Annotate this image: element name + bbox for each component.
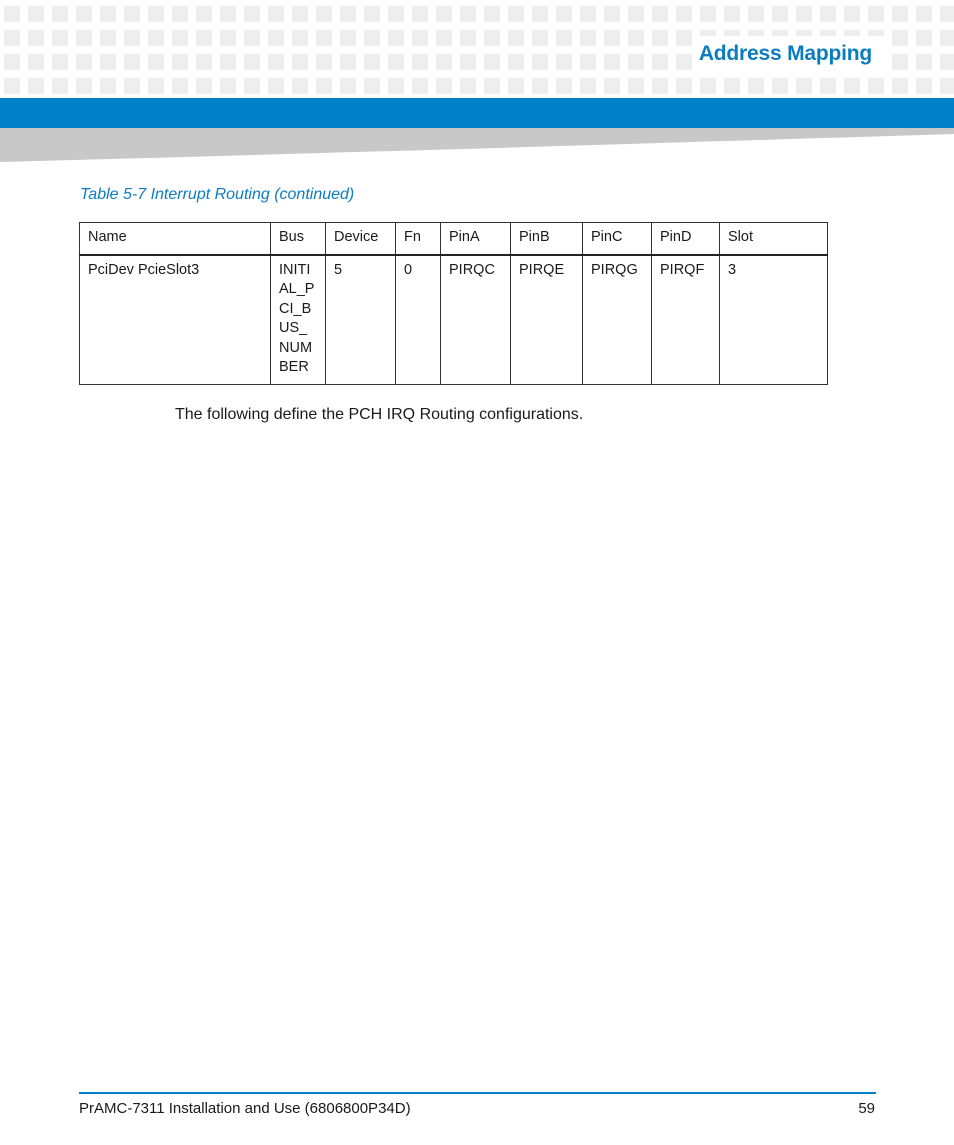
pattern-block: [508, 54, 524, 70]
pattern-block: [148, 6, 164, 22]
pattern-block: [244, 54, 260, 70]
pattern-block: [796, 6, 812, 22]
pattern-block: [316, 6, 332, 22]
pattern-block: [676, 6, 692, 22]
pattern-block: [556, 6, 572, 22]
pattern-block: [940, 30, 954, 46]
pattern-block: [100, 6, 116, 22]
interrupt-routing-table: [79, 222, 828, 385]
pattern-block: [340, 30, 356, 46]
cell-pind: PIRQF: [652, 255, 720, 385]
pattern-block: [388, 78, 404, 94]
table-header-row: [80, 223, 828, 255]
footer-document-title: PrAMC-7311 Installation and Use (6806800P34D): [79, 1100, 411, 1117]
header-blue-bar: [0, 98, 954, 128]
pattern-block: [604, 78, 620, 94]
cell-bus: INITI AL_P CI_B US_ NUM BER: [271, 255, 326, 385]
pattern-block: [892, 30, 908, 46]
pattern-block: [292, 54, 308, 70]
pattern-block: [196, 6, 212, 22]
pattern-block: [796, 78, 812, 94]
pattern-block: [628, 30, 644, 46]
pattern-block: [676, 54, 692, 70]
pattern-block: [892, 78, 908, 94]
pattern-block: [316, 54, 332, 70]
column-header: Bus: [271, 223, 326, 255]
pattern-block: [196, 78, 212, 94]
pattern-block: [460, 54, 476, 70]
pattern-block: [604, 54, 620, 70]
pattern-block: [628, 54, 644, 70]
pattern-block: [940, 78, 954, 94]
pattern-block: [244, 6, 260, 22]
pattern-block: [244, 78, 260, 94]
pattern-block: [532, 78, 548, 94]
page-title: Address Mapping: [698, 42, 872, 65]
pattern-block: [100, 30, 116, 46]
pattern-block: [700, 6, 716, 22]
pattern-block: [340, 6, 356, 22]
pattern-block: [556, 54, 572, 70]
pattern-block: [316, 78, 332, 94]
pattern-block: [724, 6, 740, 22]
pattern-block: [892, 6, 908, 22]
pattern-block: [916, 30, 932, 46]
pattern-block: [364, 78, 380, 94]
pattern-block: [412, 54, 428, 70]
pattern-block: [772, 78, 788, 94]
pattern-block: [484, 78, 500, 94]
pattern-block: [124, 78, 140, 94]
pattern-block: [28, 78, 44, 94]
pattern-block: [412, 78, 428, 94]
pattern-block: [76, 6, 92, 22]
pattern-block: [628, 6, 644, 22]
pattern-block: [292, 30, 308, 46]
pattern-block: [652, 78, 668, 94]
pattern-block: [580, 54, 596, 70]
pattern-block: [700, 78, 716, 94]
pattern-block: [76, 78, 92, 94]
footer-page-number: 59: [858, 1100, 875, 1117]
pattern-block: [4, 30, 20, 46]
pattern-block: [820, 6, 836, 22]
pattern-block: [292, 78, 308, 94]
pattern-block: [532, 6, 548, 22]
pattern-block: [364, 54, 380, 70]
column-header: Slot: [720, 223, 828, 255]
pattern-block: [52, 30, 68, 46]
pattern-block: [52, 6, 68, 22]
pattern-block: [556, 78, 572, 94]
pattern-block: [28, 54, 44, 70]
pattern-block: [388, 6, 404, 22]
column-header: Device: [326, 223, 396, 255]
column-header: PinD: [652, 223, 720, 255]
pattern-block: [844, 6, 860, 22]
pattern-block: [292, 6, 308, 22]
cell-pinb: PIRQE: [511, 255, 583, 385]
pattern-block: [484, 30, 500, 46]
pattern-block: [484, 54, 500, 70]
pattern-block: [868, 6, 884, 22]
pattern-block: [940, 6, 954, 22]
pattern-block: [172, 30, 188, 46]
body-paragraph: The following define the PCH IRQ Routing configurations.: [175, 406, 584, 423]
table-row: [80, 255, 828, 385]
pattern-block: [580, 30, 596, 46]
pattern-block: [436, 6, 452, 22]
pattern-block: [148, 30, 164, 46]
pattern-block: [148, 78, 164, 94]
pattern-block: [172, 78, 188, 94]
pattern-block: [580, 6, 596, 22]
pattern-block: [4, 78, 20, 94]
pattern-block: [724, 78, 740, 94]
pattern-block: [172, 6, 188, 22]
table-caption: Table 5-7 Interrupt Routing (continued): [80, 186, 355, 203]
pattern-block: [580, 78, 596, 94]
pattern-block: [124, 30, 140, 46]
pattern-block: [508, 30, 524, 46]
pattern-block: [532, 30, 548, 46]
pattern-block: [220, 54, 236, 70]
pattern-block: [124, 54, 140, 70]
pattern-block: [604, 30, 620, 46]
pattern-block: [28, 6, 44, 22]
pattern-block: [364, 30, 380, 46]
pattern-block: [748, 78, 764, 94]
pattern-block: [4, 54, 20, 70]
cell-name: PciDev PcieSlot3: [80, 255, 271, 385]
pattern-block: [196, 54, 212, 70]
pattern-block: [220, 6, 236, 22]
pattern-block: [556, 30, 572, 46]
pattern-block: [220, 78, 236, 94]
pattern-block: [676, 78, 692, 94]
pattern-block: [100, 54, 116, 70]
pattern-block: [364, 6, 380, 22]
cell-device: 5: [326, 255, 396, 385]
pattern-block: [916, 6, 932, 22]
footer-rule: [79, 1092, 876, 1094]
pattern-block: [268, 30, 284, 46]
column-header: Name: [80, 223, 271, 255]
pattern-block: [100, 78, 116, 94]
pattern-block: [460, 6, 476, 22]
pattern-block: [268, 54, 284, 70]
pattern-block: [940, 54, 954, 70]
pattern-block: [76, 30, 92, 46]
header-grey-swoosh: [0, 128, 954, 164]
pattern-block: [484, 6, 500, 22]
pattern-block: [220, 30, 236, 46]
pattern-block: [76, 54, 92, 70]
pattern-block: [628, 78, 644, 94]
pattern-block: [340, 78, 356, 94]
pattern-block: [652, 30, 668, 46]
cell-pinc: PIRQG: [583, 255, 652, 385]
pattern-block: [316, 30, 332, 46]
pattern-block: [460, 78, 476, 94]
pattern-block: [532, 54, 548, 70]
pattern-block: [4, 6, 20, 22]
pattern-block: [52, 78, 68, 94]
pattern-block: [244, 30, 260, 46]
pattern-block: [892, 54, 908, 70]
pattern-block: [28, 30, 44, 46]
column-header: PinB: [511, 223, 583, 255]
column-header: Fn: [396, 223, 441, 255]
pattern-block: [412, 6, 428, 22]
pattern-block: [340, 54, 356, 70]
pattern-block: [436, 78, 452, 94]
column-header: PinC: [583, 223, 652, 255]
pattern-block: [388, 30, 404, 46]
pattern-block: [652, 54, 668, 70]
pattern-block: [124, 6, 140, 22]
cell-pina: PIRQC: [441, 255, 511, 385]
cell-fn: 0: [396, 255, 441, 385]
pattern-block: [196, 30, 212, 46]
pattern-block: [916, 78, 932, 94]
pattern-block: [820, 78, 836, 94]
pattern-block: [772, 6, 788, 22]
pattern-block: [460, 30, 476, 46]
pattern-block: [652, 6, 668, 22]
pattern-block: [172, 54, 188, 70]
pattern-block: [508, 78, 524, 94]
pattern-block: [148, 54, 164, 70]
cell-slot: 3: [720, 255, 828, 385]
pattern-block: [436, 54, 452, 70]
pattern-block: [412, 30, 428, 46]
pattern-block: [508, 6, 524, 22]
pattern-block: [268, 6, 284, 22]
pattern-block: [52, 54, 68, 70]
pattern-block: [844, 78, 860, 94]
pattern-block: [268, 78, 284, 94]
pattern-block: [436, 30, 452, 46]
pattern-block: [604, 6, 620, 22]
pattern-block: [868, 78, 884, 94]
pattern-block: [748, 6, 764, 22]
column-header: PinA: [441, 223, 511, 255]
pattern-block: [388, 54, 404, 70]
pattern-block: [676, 30, 692, 46]
pattern-block: [916, 54, 932, 70]
